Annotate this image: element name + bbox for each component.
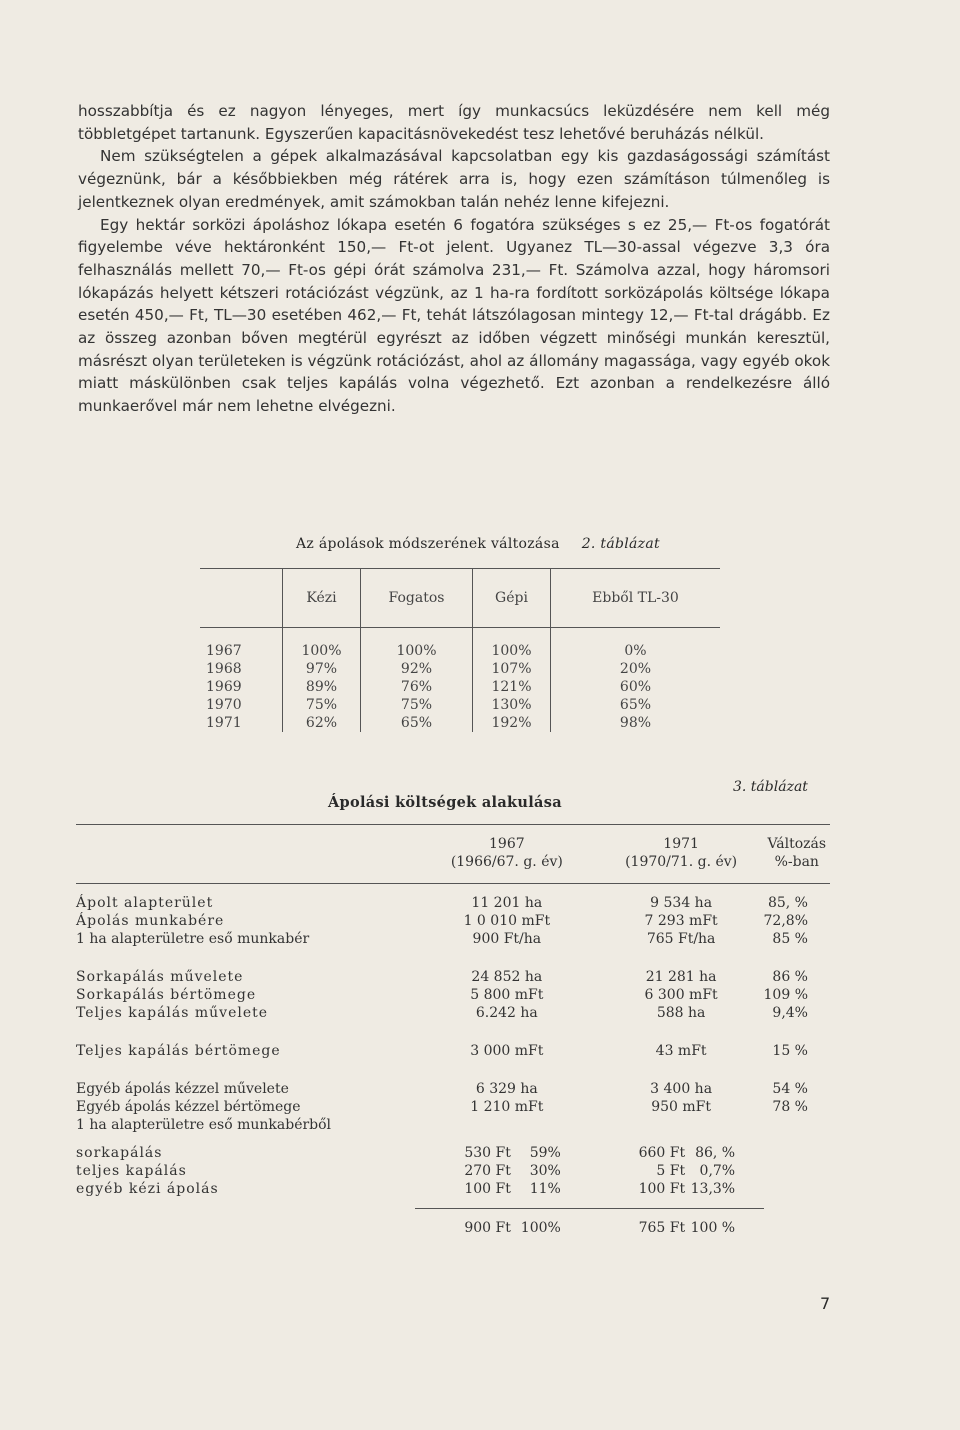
table2-header-fogatos: Fogatos	[360, 569, 472, 628]
table-row: Ápolt alapterület 11 201 ha 9 534 ha 85, %	[76, 895, 808, 911]
table-row: Egyéb ápolás kézzel bértömege 1 210 mFt 950 mFt 78 %	[76, 1099, 808, 1115]
table3-header-change: Változás %-ban	[767, 836, 827, 870]
paragraph-1: hosszabbítja és ez nagyon lényeges, mert így munkacsúcs leküzdésére nem kell még többletgépet tartanunk. Egyszerűen kapacitásnövekedést tesz lehetővé beruházás nélkül.	[78, 102, 830, 143]
table2-header-row	[200, 569, 720, 628]
table3-header-1967: 1967 (1966/67. g. év)	[450, 836, 563, 870]
table3-header-row	[76, 825, 830, 884]
paragraph-3: Egy hektár sorközi ápoláshoz lókapa esetén 6 fogatóra szükséges s ez 25,— Ft-os fogatórát figyelembe véve hektáronként 150,— Ft-ot jelent. Ugyanez TL—30-assal végezve 3,3 óra felhasználás mellett 70,— Ft-os gépi órát számolva 231,— Ft. Számolva azzal, hogy háromsori lókapázás helyett kétszeri rotációzást végzünk, az 1 ha-ra fordított sorközápolás költsége lókapa esetén 450,— Ft, TL—30 esetében 462,— Ft, tehát látszólagosan mintegy 12,— Ft-tal drágább. Ez az összeg azonban bőven megtérül egyrészt az időben végzett minőségi munkán keresztül, másrészt olyan területeken is végzünk rotációzást, ahol az állomány magassága, vagy egyéb okok miatt máskülönben csak teljes kapálás volna végezhető. Ezt azonban a rendelkezésre álló munkaerővel már nem lehetne elvégezni.	[78, 215, 830, 416]
table-total-row: 900 Ft 100% 765 Ft 100 %	[76, 1209, 830, 1238]
table3-title: Ápolási költségek alakulása	[328, 794, 562, 811]
table2-title: Az ápolások módszerének változása	[296, 536, 560, 552]
table-row: Teljes kapálás művelete 6.242 ha 588 ha 9,4%	[76, 1005, 808, 1021]
table2-header-kezi: Kézi	[283, 569, 361, 628]
table2	[200, 568, 720, 732]
table3	[76, 824, 830, 1237]
table3-number: 3. táblázat	[733, 779, 808, 795]
table-row: 1970 75% 75% 130% 65%	[200, 696, 720, 714]
table3-subheading: 1 ha alapterületre eső munkabérből	[76, 1117, 332, 1133]
table-row: 1971 62% 65% 192% 98%	[200, 714, 720, 732]
table-row: 1969 89% 76% 121% 60%	[200, 678, 720, 696]
table-row: sorkapálás 530 Ft 59% 660 Ft 86, %	[76, 1145, 736, 1161]
table-row: Sorkapálás bértömege 5 800 mFt 6 300 mFt 109 %	[76, 987, 808, 1003]
table2-number: 2. táblázat	[581, 536, 660, 552]
table-row: Ápolás munkabére 1 0 010 mFt 7 293 mFt 72,8%	[76, 913, 808, 929]
page-number: 7	[820, 1294, 831, 1313]
table2-header-gepi: Gépi	[473, 569, 551, 628]
table-row: teljes kapálás 270 Ft 30% 5 Ft 0,7%	[76, 1163, 736, 1179]
table2-header-ebbol: Ebből TL-30	[550, 569, 720, 628]
body-text	[78, 100, 830, 418]
table2-caption	[296, 536, 660, 552]
table-row: Egyéb ápolás kézzel művelete 6 329 ha 3 400 ha 54 %	[76, 1081, 808, 1097]
table-subheading-row	[76, 1116, 830, 1134]
table-row: 1 ha alapterületre eső munkabér 900 Ft/ha 765 Ft/ha 85 %	[76, 931, 808, 947]
table-row: Sorkapálás művelete 24 852 ha 21 281 ha 86 %	[76, 969, 808, 985]
table-row: 1967 100% 100% 100% 0%	[200, 642, 720, 660]
table-row: Teljes kapálás bértömege 3 000 mFt 43 mFt 15 %	[76, 1043, 808, 1059]
table-row: egyéb kézi ápolás 100 Ft 11% 100 Ft 13,3%	[76, 1181, 736, 1197]
table3-header-1971: 1971 (1970/71. g. év)	[625, 836, 738, 870]
table-row: 1968 97% 92% 107% 20%	[200, 660, 720, 678]
paragraph-2: Nem szükségtelen a gépek alkalmazásával kapcsolatban egy kis gazdaságossági számítást végeznünk, bár a későbbiekben még rátérek arra is, hogy ezen számításon túlmenőleg is jelentkeznek olyan eredmények, amit számokban talán nehéz lenne kifejezni.	[78, 147, 830, 211]
